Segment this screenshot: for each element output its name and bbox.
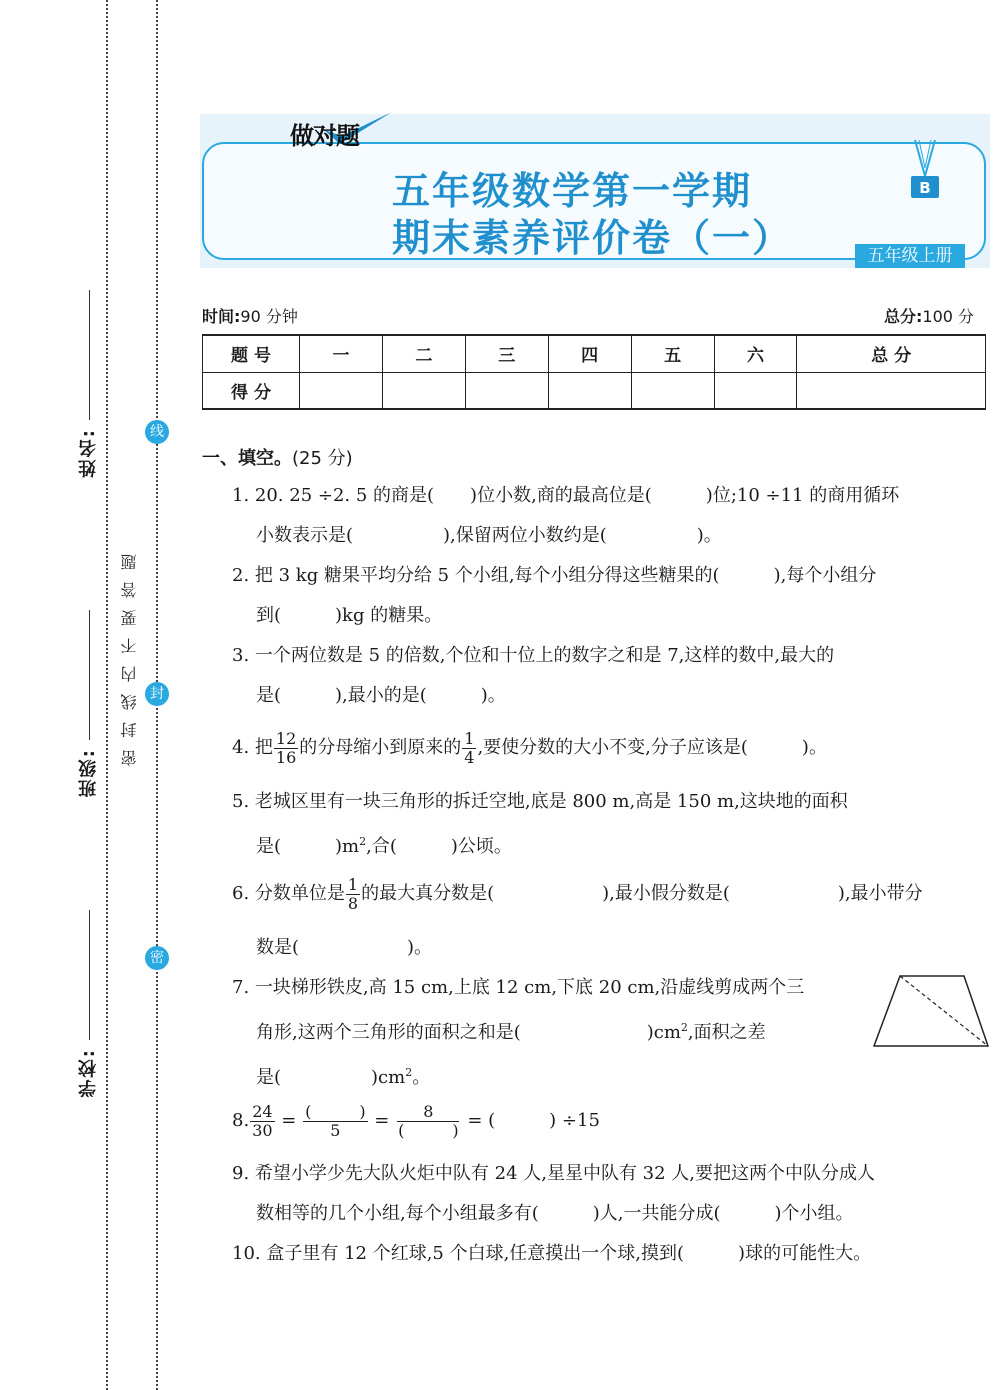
section-1-title: 一、填空。 xyxy=(202,448,292,469)
score-table-header-row xyxy=(203,335,986,372)
question-8: 8. $\frac{24}{30}$ = $\frac{( )}{5}$ = $\frac{8}{( )}$ = ( ) ÷15 xyxy=(232,1101,600,1140)
time-value: 90 分钟 xyxy=(240,307,298,326)
fraction-numerator[interactable]: ( ) xyxy=(305,1101,366,1121)
fraction-numerator: 1 xyxy=(464,728,475,748)
score-cell[interactable] xyxy=(714,372,797,409)
question-10 xyxy=(232,1234,986,1274)
score-table-score-row xyxy=(203,372,986,409)
fraction-denominator[interactable]: ( ) xyxy=(398,1120,459,1140)
score-header-cell: 题 号 xyxy=(203,335,300,372)
fraction-numerator: 12 xyxy=(275,728,297,748)
fraction-12-16 xyxy=(274,728,298,767)
question-7 xyxy=(232,968,872,1098)
question-3-line1: 3. 一个两位数是 5 的倍数,个位和十位上的数字之和是 7,这样的数中,最大的 xyxy=(232,645,835,666)
exam-title-line2: 期末素养评价卷（一） xyxy=(392,216,793,260)
score-header-cell: 六 xyxy=(714,335,797,372)
question-7-line3-tail: 。 xyxy=(412,1067,431,1088)
question-5-line1: 5. 老城区里有一块三角形的拆迁空地,底是 800 m,高是 150 m,这块地的面积 xyxy=(232,791,848,812)
question-7-line2 xyxy=(232,1008,872,1053)
question-2 xyxy=(232,556,986,636)
question-7-line3-text: 是( )cm xyxy=(256,1067,406,1088)
name-label: 姓名: xyxy=(78,428,99,478)
seal-note: 密封线内不要答题 xyxy=(120,542,139,766)
exam-title-line1: 五年级数学第一学期 xyxy=(392,169,753,213)
score-header-cell: 一 xyxy=(300,335,383,372)
question-9-line2: 数相等的几个小组,每个小组最多有( )人,一共能分成( )个小组。 xyxy=(256,1203,854,1224)
seal-mark-line: 线 xyxy=(145,420,169,444)
fraction-denominator: 8 xyxy=(347,893,359,913)
class-label: 班级: xyxy=(78,748,99,798)
question-1 xyxy=(232,476,986,556)
fraction-numerator: 1 xyxy=(347,874,359,894)
section-1-points: (25 分) xyxy=(292,448,353,469)
fraction-24-30 xyxy=(250,1101,274,1140)
school-blank[interactable] xyxy=(89,910,90,1040)
score-cell[interactable] xyxy=(548,372,631,409)
score-header-cell: 三 xyxy=(465,335,548,372)
class-blank[interactable] xyxy=(89,610,90,740)
name-field[interactable] xyxy=(74,290,104,477)
question-7-line3 xyxy=(232,1053,872,1098)
question-2-line2: 到( )kg 的糖果。 xyxy=(256,605,443,626)
fraction-8-over-blank[interactable] xyxy=(396,1101,461,1140)
score-cell[interactable] xyxy=(465,372,548,409)
square-superscript: 2 xyxy=(405,1066,413,1079)
question-6-prefix: 6. 分数单位是 xyxy=(232,883,345,904)
fraction-denominator: 5 xyxy=(330,1120,341,1140)
grade-tag: 五年级上册 xyxy=(855,244,965,268)
question-4-suffix: ,要使分数的大小不变,分子应该是( )。 xyxy=(477,737,827,758)
seal-mark-seal: 封 xyxy=(145,682,169,706)
question-5-line2-text: 是( )m xyxy=(256,836,360,857)
medal-letter: B xyxy=(919,179,931,197)
question-4-prefix: 4. 把 xyxy=(232,737,273,758)
fraction-numerator: 8 xyxy=(397,1104,459,1122)
question-6-suffix: 的最大真分数是( ),最小假分数是( ),最小带分 xyxy=(361,883,923,904)
question-4-middle: 的分母缩小到原来的 xyxy=(299,737,462,758)
seal-mark-secret: 密 xyxy=(145,946,169,970)
fraction-blank-over-5[interactable] xyxy=(303,1101,368,1140)
fraction-denominator: 30 xyxy=(252,1120,273,1140)
question-1-line2: 小数表示是( ),保留两位小数约是( )。 xyxy=(256,525,722,546)
section-1-heading xyxy=(202,444,353,470)
medal-icon xyxy=(907,140,943,204)
score-table xyxy=(202,334,986,410)
trapezoid-figure xyxy=(872,972,990,1052)
question-7-line1: 7. 一块梯形铁皮,高 15 cm,上底 12 cm,下底 20 cm,沿虚线剪成两个三 xyxy=(232,977,805,998)
score-cell[interactable] xyxy=(382,372,465,409)
question-3-line2: 是( ),最小的是( )。 xyxy=(256,685,506,706)
school-field[interactable] xyxy=(74,910,104,1097)
question-8-number: 8. xyxy=(232,1110,250,1131)
square-superscript: 2 xyxy=(359,835,367,848)
question-7-line2-tail: ,面积之差 xyxy=(687,1022,766,1043)
question-2-line1: 2. 把 3 kg 糖果平均分给 5 个小组,每个小组分得这些糖果的( ),每个小组分 xyxy=(232,565,877,586)
name-blank[interactable] xyxy=(89,290,90,420)
fraction-denominator: 16 xyxy=(275,747,297,767)
brand-logo: 做对题 xyxy=(290,122,359,150)
score-header-cell: 四 xyxy=(548,335,631,372)
fraction-denominator: 4 xyxy=(464,747,475,767)
class-field[interactable] xyxy=(74,610,104,797)
score-header-cell: 总 分 xyxy=(797,335,986,372)
total-score-info xyxy=(884,304,974,327)
score-cell[interactable] xyxy=(300,372,383,409)
fraction-1-8 xyxy=(346,874,360,913)
square-superscript: 2 xyxy=(680,1021,688,1034)
score-header-cell: 二 xyxy=(382,335,465,372)
question-6-line2: 数是( )。 xyxy=(256,937,433,958)
time-label: 时间: xyxy=(202,307,241,326)
question-7-line2-text: 角形,这两个三角形的面积之和是( )cm xyxy=(256,1022,681,1043)
question-10-line1: 10. 盒子里有 12 个红球,5 个白球,任意摸出一个球,摸到( )球的可能性大。 xyxy=(232,1243,872,1264)
score-header-cell: 五 xyxy=(631,335,714,372)
question-9 xyxy=(232,1154,986,1234)
fraction-1-4 xyxy=(462,728,476,767)
question-5 xyxy=(232,782,986,867)
fraction-numerator: 24 xyxy=(252,1101,273,1121)
question-8-suffix: = ( ) ÷15 xyxy=(467,1110,600,1131)
question-6-line1 xyxy=(232,872,986,916)
question-5-line2-tail: ,合( )公顷。 xyxy=(366,836,512,857)
question-4 xyxy=(232,726,986,770)
total-score-label: 总分: xyxy=(884,307,923,326)
score-cell[interactable] xyxy=(631,372,714,409)
binding-dotted-line-outer xyxy=(106,0,108,1390)
total-score-value: 100 分 xyxy=(922,307,975,326)
school-label: 学校: xyxy=(78,1048,99,1098)
question-1-line1: 1. 20. 25 ÷2. 5 的商是( )位小数,商的最高位是( )位;10 ÷11 的商用循环 xyxy=(232,485,900,506)
question-9-line1: 9. 希望小学少先大队火炬中队有 24 人,星星中队有 32 人,要把这两个中队分成人 xyxy=(232,1163,876,1184)
question-3 xyxy=(232,636,986,716)
question-6 xyxy=(232,872,986,970)
score-cell[interactable] xyxy=(797,372,986,409)
time-info xyxy=(202,304,298,327)
question-5-line2 xyxy=(232,822,986,867)
score-row-label: 得 分 xyxy=(203,372,300,409)
